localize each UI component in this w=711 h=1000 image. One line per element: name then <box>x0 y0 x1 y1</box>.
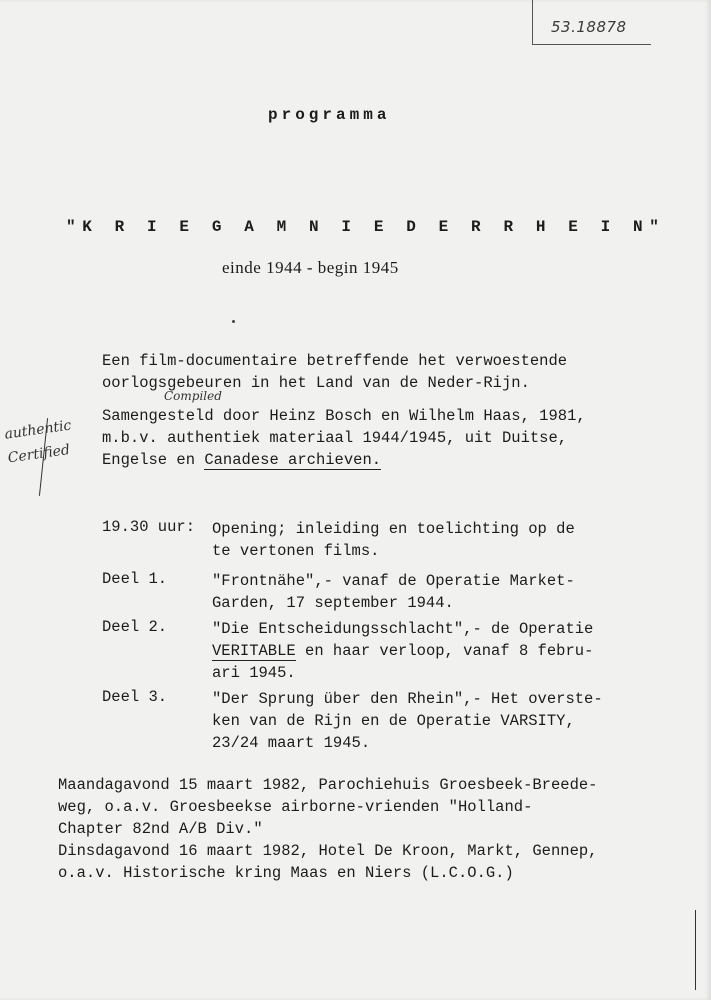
handwritten-margin-note <box>3 414 76 471</box>
intro-line-1: Een film-documentaire betreffende het verwoestende <box>102 352 568 370</box>
film-subtitle: einde 1944 - begin 1945 <box>222 258 399 277</box>
intro-line-4: m.b.v. authentiek materiaal 1944/1945, uit Duitse, <box>102 429 568 447</box>
handwritten-authentic: authentic <box>3 417 73 443</box>
schedule-opening-line-1: Opening; inleiding en toelichting op de <box>212 520 575 538</box>
schedule-deel-2-line-1: "Die Entscheidungsschlacht",- de Operatie <box>212 620 594 638</box>
intro-line-5-underlined: Canadese archieven. <box>204 451 382 469</box>
schedule-deel-1-line-1: "Frontnähe",- vanaf de Operatie Market- <box>212 572 575 590</box>
intro-line-5 <box>102 449 381 472</box>
intro-line-3: Samengesteld door Heinz Bosch en Wilhelm Haas, 1981, <box>102 407 586 425</box>
schedule-deel-1-line-2: Garden, 17 september 1944. <box>212 594 454 612</box>
film-title: "K R I E G A M N I E D E R R H E I N" <box>66 218 666 236</box>
intro-line-5-start: Engelse en <box>102 451 205 469</box>
schedule-deel-2-line-2 <box>212 640 593 662</box>
screening-line-2: weg, o.a.v. Groesbeekse airborne-vrienden "Holland- <box>58 798 533 816</box>
archive-number: 53.18878 <box>551 18 627 36</box>
schedule-deel-3-line-3: 23/24 maart 1945. <box>212 734 371 752</box>
schedule-label-deel-2: Deel 2. <box>102 618 168 636</box>
schedule-deel-2-line-2-rest: en haar verloop, vanaf 8 febru- <box>295 642 594 660</box>
schedule-opening-line-2: te vertonen films. <box>212 542 380 560</box>
handwritten-certified: Certified <box>6 441 71 467</box>
screening-line-4: Dinsdagavond 16 maart 1982, Hotel De Kroon, Markt, Gennep, <box>58 842 598 860</box>
schedule-deel-3-line-1: "Der Sprung über den Rhein",- Het overste- <box>212 690 603 708</box>
handwritten-compiled: Compiled <box>164 389 222 403</box>
schedule-label-deel-1: Deel 1. <box>102 570 168 588</box>
screening-line-5: o.a.v. Historische kring Maas en Niers (L.C.O.G.) <box>58 864 514 882</box>
operation-veritable: VERITABLE <box>212 642 296 660</box>
screening-line-3: Chapter 82nd A/B Div." <box>58 820 263 838</box>
schedule-label-deel-3: Deel 3. <box>102 688 168 706</box>
document-heading: programma <box>268 106 391 124</box>
schedule-deel-3-line-2: ken van de Rijn en de Operatie VARSITY, <box>212 712 575 730</box>
screening-line-1: Maandagavond 15 maart 1982, Parochiehuis Groesbeek-Breede- <box>58 776 598 794</box>
intro-line-2: oorlogsgebeuren in het Land van de Neder-Rijn. <box>102 374 530 392</box>
schedule-label-opening: 19.30 uur: <box>102 518 196 536</box>
page-edge-mark <box>695 910 696 990</box>
ink-speck <box>232 320 235 323</box>
schedule-deel-2-line-3: ari 1945. <box>212 664 296 682</box>
